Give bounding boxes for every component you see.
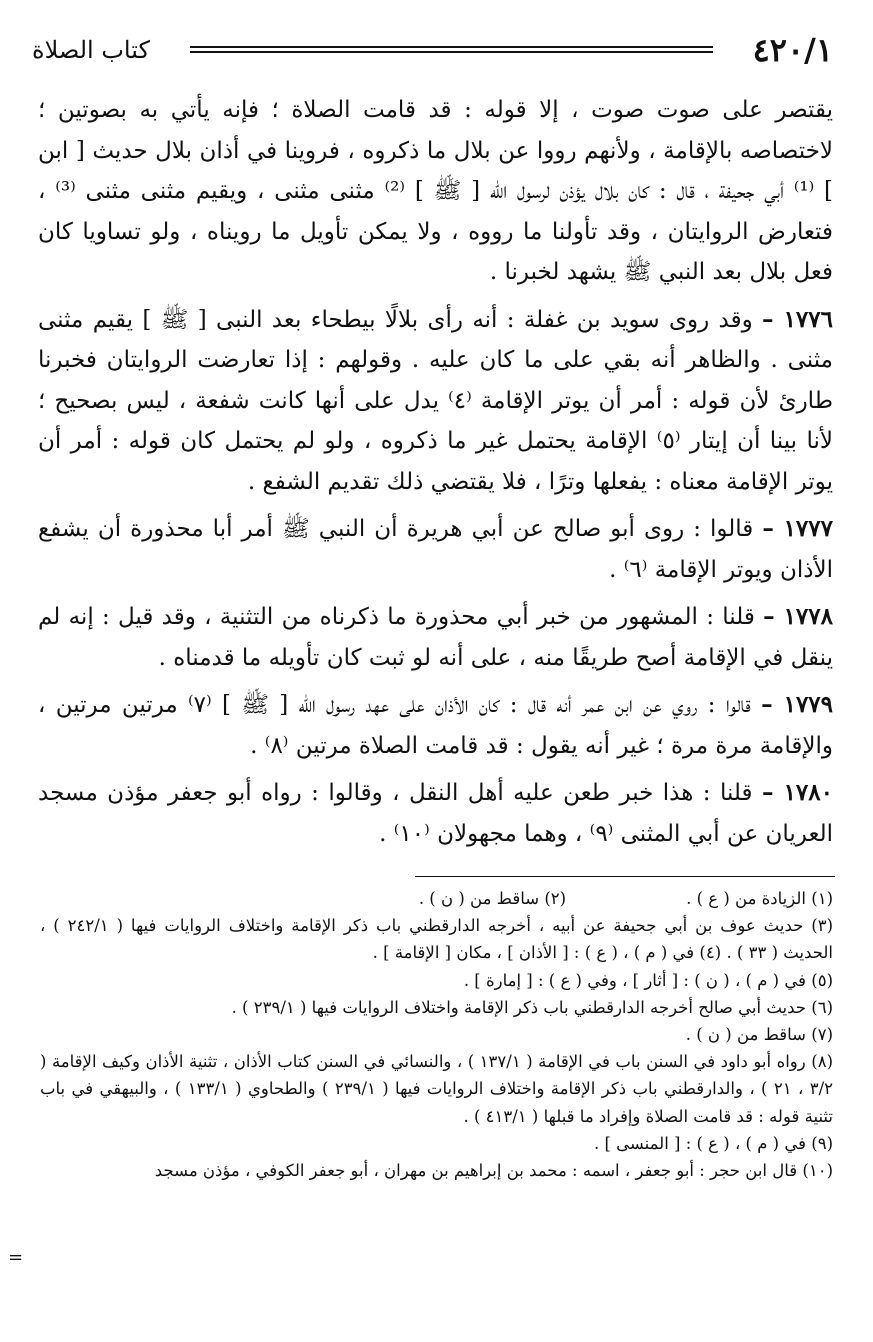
paragraph-number: ١٧٧٦ – — [762, 305, 833, 333]
footnote-row — [40, 885, 833, 912]
footnotes — [40, 885, 833, 1184]
paragraph-text: قلنا : هذا خبر طعن عليه أهل النقل ، وقالوا : رواه أبو جعفر مؤذن مسجد العريان عن أبي المثنى ⁽٩⁾ ، وهما مجهولان ⁽١٠⁾ . — [38, 780, 833, 847]
footnote-10: (١٠) قال ابن حجر : أبو جعفر ، اسمه : محمد بن إبراهيم بن مهران ، أبو جعفر الكوفي ، مؤذن مسجد — [154, 1161, 833, 1181]
paragraph-text: يقتصر على صوت صوت ، إلا قوله : قد قامت الصلاة ؛ فإنه يأتي به بصوتين ؛ لاختصاصه بالإقامة ، ولأنهم رووا عن بلال ما ذكروه ، فروينا في أذان بلال حديث [ ابن ] ⁽¹⁾ أبي جحيفة ، قال : كان بلال يؤذن لرسول الله [ ﷺ ] ⁽²⁾ مثنى مثنى ، ويقيم مثنى مثنى ⁽³⁾ ، فتعارض الروايتان ، وقد تأولنا ما رووه ، ولا يمكن تأويل ما رويناه ، ولو تساويا كان فعل بلال بعد النبي ﷺ يشهد لخبرنا . — [38, 97, 834, 285]
header-double-rule — [190, 46, 713, 53]
paragraph-number: ١٧٧٩ – — [761, 691, 834, 718]
footnote-6: (٦) حديث أبي صالح أخرجه الدارقطني باب ذكر الإقامة واختلاف الروايات فيها ( ٢٣٩/١ ) . — [231, 997, 833, 1017]
paragraph-number: ١٧٨٠ – — [761, 779, 833, 806]
book-title: كتاب الصلاة — [32, 36, 150, 64]
paragraph-1778 — [38, 597, 833, 678]
footnote-3 — [40, 912, 833, 966]
paragraph-text: قالوا : روى أبو صالح عن أبي هريرة أن النبي ﷺ أمر أبا محذورة أن يشفع الأذان ويوتر الإقامة ⁽٦⁾ . — [38, 516, 833, 583]
paragraph-text: قالوا : روي عن ابن عمر أنه قال : كان الأذان على عهد رسول الله [ ﷺ ] ⁽٧⁾ مرتين مرتين ، والإقامة مرة مرة ؛ غير أنه يقول : قد قامت الصلاة مرتين ⁽٨⁾ . — [38, 692, 833, 759]
paragraph-1777 — [38, 509, 833, 590]
paragraph-text: قلنا : المشهور من خبر أبي محذورة ما ذكرناه من التثنية ، وقد قيل : إنه لم ينقل في الإقامة أصح طريقًا منه ، على أنه لو ثبت كان تأويله ما قدمناه . — [38, 604, 833, 671]
paragraph-text: وقد روى سويد بن غفلة : أنه رأى بلالًا بيطحاء بعد النبى [ ﷺ ] يقيم مثنى مثنى . والظاهر أنه بقي على ما كان عليه . وقولهم : إذا تعارضت الروايتان فخبرنا طارئ لأن قوله : أمر أن يوتر الإقامة ⁽٤⁾ يدل على أنها كانت شفعة ، ليس بصحيح ؛ لأنا بينا أن إيتار ⁽٥⁾ الإقامة يحتمل غير ما ذكروه ، ولو لم يحتمل كان قوله : أمر أن يوتر الإقامة معناه : يفعلها وترًا ، فلا يقتضي ذلك تقديم الشفع . — [38, 306, 833, 495]
footnote-8: (٨) رواه أبو داود في السنن باب في الإقامة ( ١٣٧/١ ) ، والنسائي في السنن كتاب الأذان ، تثنية الأذان وكيف الإقامة ( ٣/٢ ، ٢١ ) ، والدارقطني باب ذكر الإقامة واختلاف الروايات فيها ( ٢٣٩/١ ) والطحاوي ( ١٣٣/١ ) ، والبيهقي في باب تثنية قوله : قد قامت الصلاة وإفراد ما قبلها ( ٤١٣/١ ) . — [40, 1052, 833, 1126]
footnote-text: (٣) حديث عوف بن أبي جحيفة عن أبيه ، أخرجه الدارقطني باب ذكر الإقامة واختلاف الروايات فيها ( ٢٤٢/١ ) ، الحديث ( ٣٣ ) . — [40, 916, 833, 963]
footnote-4: (٤) في ( م ) ، ( ع ) : [ الأذان ] ، مكان [ الإقامة ] . — [372, 943, 722, 963]
footnote-2: (٢) ساقط من ( ن ) . — [418, 889, 567, 908]
footnote-5: (٥) في ( م ) ، ( ن ) : [ أثار ] ، وفي ( ع ) : [ إمارة ] . — [463, 970, 833, 990]
paragraph-intro — [38, 90, 833, 293]
footnote-9: (٩) في ( م ) ، ( ع ) : [ المنسى ] . — [594, 1133, 833, 1153]
footnote-7: (٧) ساقط من ( ن ) . — [685, 1025, 833, 1045]
continuation-mark: = — [8, 1247, 24, 1268]
paragraph-1780 — [38, 773, 833, 854]
paragraph-1776 — [38, 300, 833, 503]
paragraph-1779 — [38, 685, 833, 766]
page-number: ٤٢٠/١ — [752, 31, 833, 69]
footnote-1: (١) الزيادة من ( ع ) . — [686, 889, 833, 908]
page-header — [32, 30, 833, 70]
paragraph-number: ١٧٧٨ – — [763, 603, 833, 630]
paragraph-number: ١٧٧٧ – — [762, 515, 833, 542]
footnote-separator — [415, 876, 835, 877]
main-text — [38, 90, 833, 861]
